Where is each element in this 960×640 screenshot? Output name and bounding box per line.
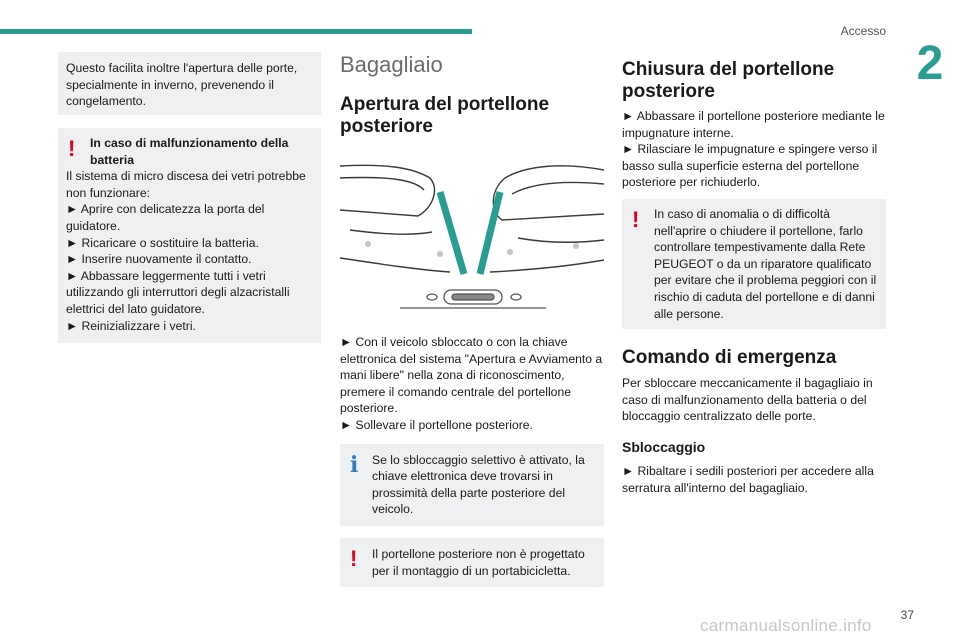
step-1: ► Con il veicolo sbloccato o con la chiave elettronica del sistema "Apertura e Avviamento a mani libere" nella zona di riconoscimento, premere il comando centrale del portellone posteriore. bbox=[340, 335, 603, 416]
step-2: ► Sollevare il portellone posteriore. bbox=[340, 417, 533, 432]
warning-title: In caso di malfunzionamento della batteria bbox=[90, 136, 289, 167]
warning-text: In caso di anomalia o di difficoltà nell'aprire o chiudere il portellone, farlo controllare tempestivamente dalla Rete PEUGEOT o da un riparatore qualificato per evitare che il problema peggiori con il rischio di caduta del portellone e di danni alle persone. bbox=[654, 206, 877, 321]
header-accent-bar bbox=[0, 29, 472, 34]
info-text: Se lo sbloccaggio selettivo è attivato, la chiave elettronica deve trovarsi in prossimità della parte posteriore del veicolo. bbox=[372, 452, 585, 517]
chapter-number: 2 bbox=[916, 37, 944, 90]
anomaly-warning-box bbox=[622, 199, 886, 329]
warning-text: Il portellone posteriore non è progettato per il montaggio di un portabicicletta. bbox=[372, 546, 585, 578]
warning-icon: ! bbox=[68, 136, 76, 161]
tailgate-illustration bbox=[340, 148, 604, 318]
tailgate-illustration-svg bbox=[340, 148, 604, 318]
section-heading: Apertura del portellone posteriore bbox=[340, 94, 550, 137]
warning-icon: ! bbox=[350, 545, 358, 571]
step-1: ► Abbassare il portellone posteriore mediante le impugnature interne. bbox=[622, 109, 885, 140]
emergency-text: Per sbloccare meccanicamente il bagagliaio in caso di malfunzionamento della batteria o del bloccaggio centralizzato delle porte. bbox=[622, 376, 873, 424]
warning-line: Il sistema di micro discesa dei vetri potrebbe non funzionare: bbox=[66, 169, 306, 200]
bike-rack-warning-box bbox=[340, 538, 604, 587]
unlock-step: ► Ribaltare i sedili posteriori per accedere alla serratura all'interno del bagagliaio. bbox=[622, 463, 874, 495]
section-label: Accesso bbox=[840, 24, 886, 38]
intro-box bbox=[58, 52, 321, 115]
subsection-heading: Sbloccaggio bbox=[622, 438, 706, 455]
page-title: Bagagliaio bbox=[340, 52, 443, 77]
step-2: ► Rilasciare le impugnature e spingere verso il basso sulla superficie esterna del portellone posteriore per richiuderlo. bbox=[622, 142, 878, 190]
intro-text: Questo facilita inoltre l'apertura delle porte, specialmente in inverno, prevenendo il congelamento. bbox=[66, 61, 298, 109]
warning-icon: ! bbox=[632, 206, 640, 232]
page-number: 37 bbox=[900, 608, 914, 622]
column-3 bbox=[622, 52, 886, 496]
warning-line: ► Abbassare leggermente tutti i vetri utilizzando gli interruttori degli alzacristalli elettrici del lato guidatore. bbox=[66, 268, 290, 316]
column-2 bbox=[340, 52, 604, 587]
info-box bbox=[340, 444, 604, 526]
warning-line: ► Reinizializzare i vetri. bbox=[66, 318, 196, 333]
info-icon: i bbox=[350, 451, 359, 478]
section-heading: Comando di emergenza bbox=[622, 347, 837, 369]
warning-line: ► Aprire con delicatezza la porta del guidatore. bbox=[66, 202, 265, 233]
section-heading: Chiusura del portellone posteriore bbox=[622, 59, 835, 102]
watermark: carmanualsonline.info bbox=[700, 616, 872, 635]
warning-line: ► Ricaricare o sostituire la batteria. bbox=[66, 235, 259, 250]
column-1 bbox=[58, 52, 321, 343]
battery-warning-box bbox=[58, 128, 321, 343]
warning-line: ► Inserire nuovamente il contatto. bbox=[66, 252, 252, 267]
